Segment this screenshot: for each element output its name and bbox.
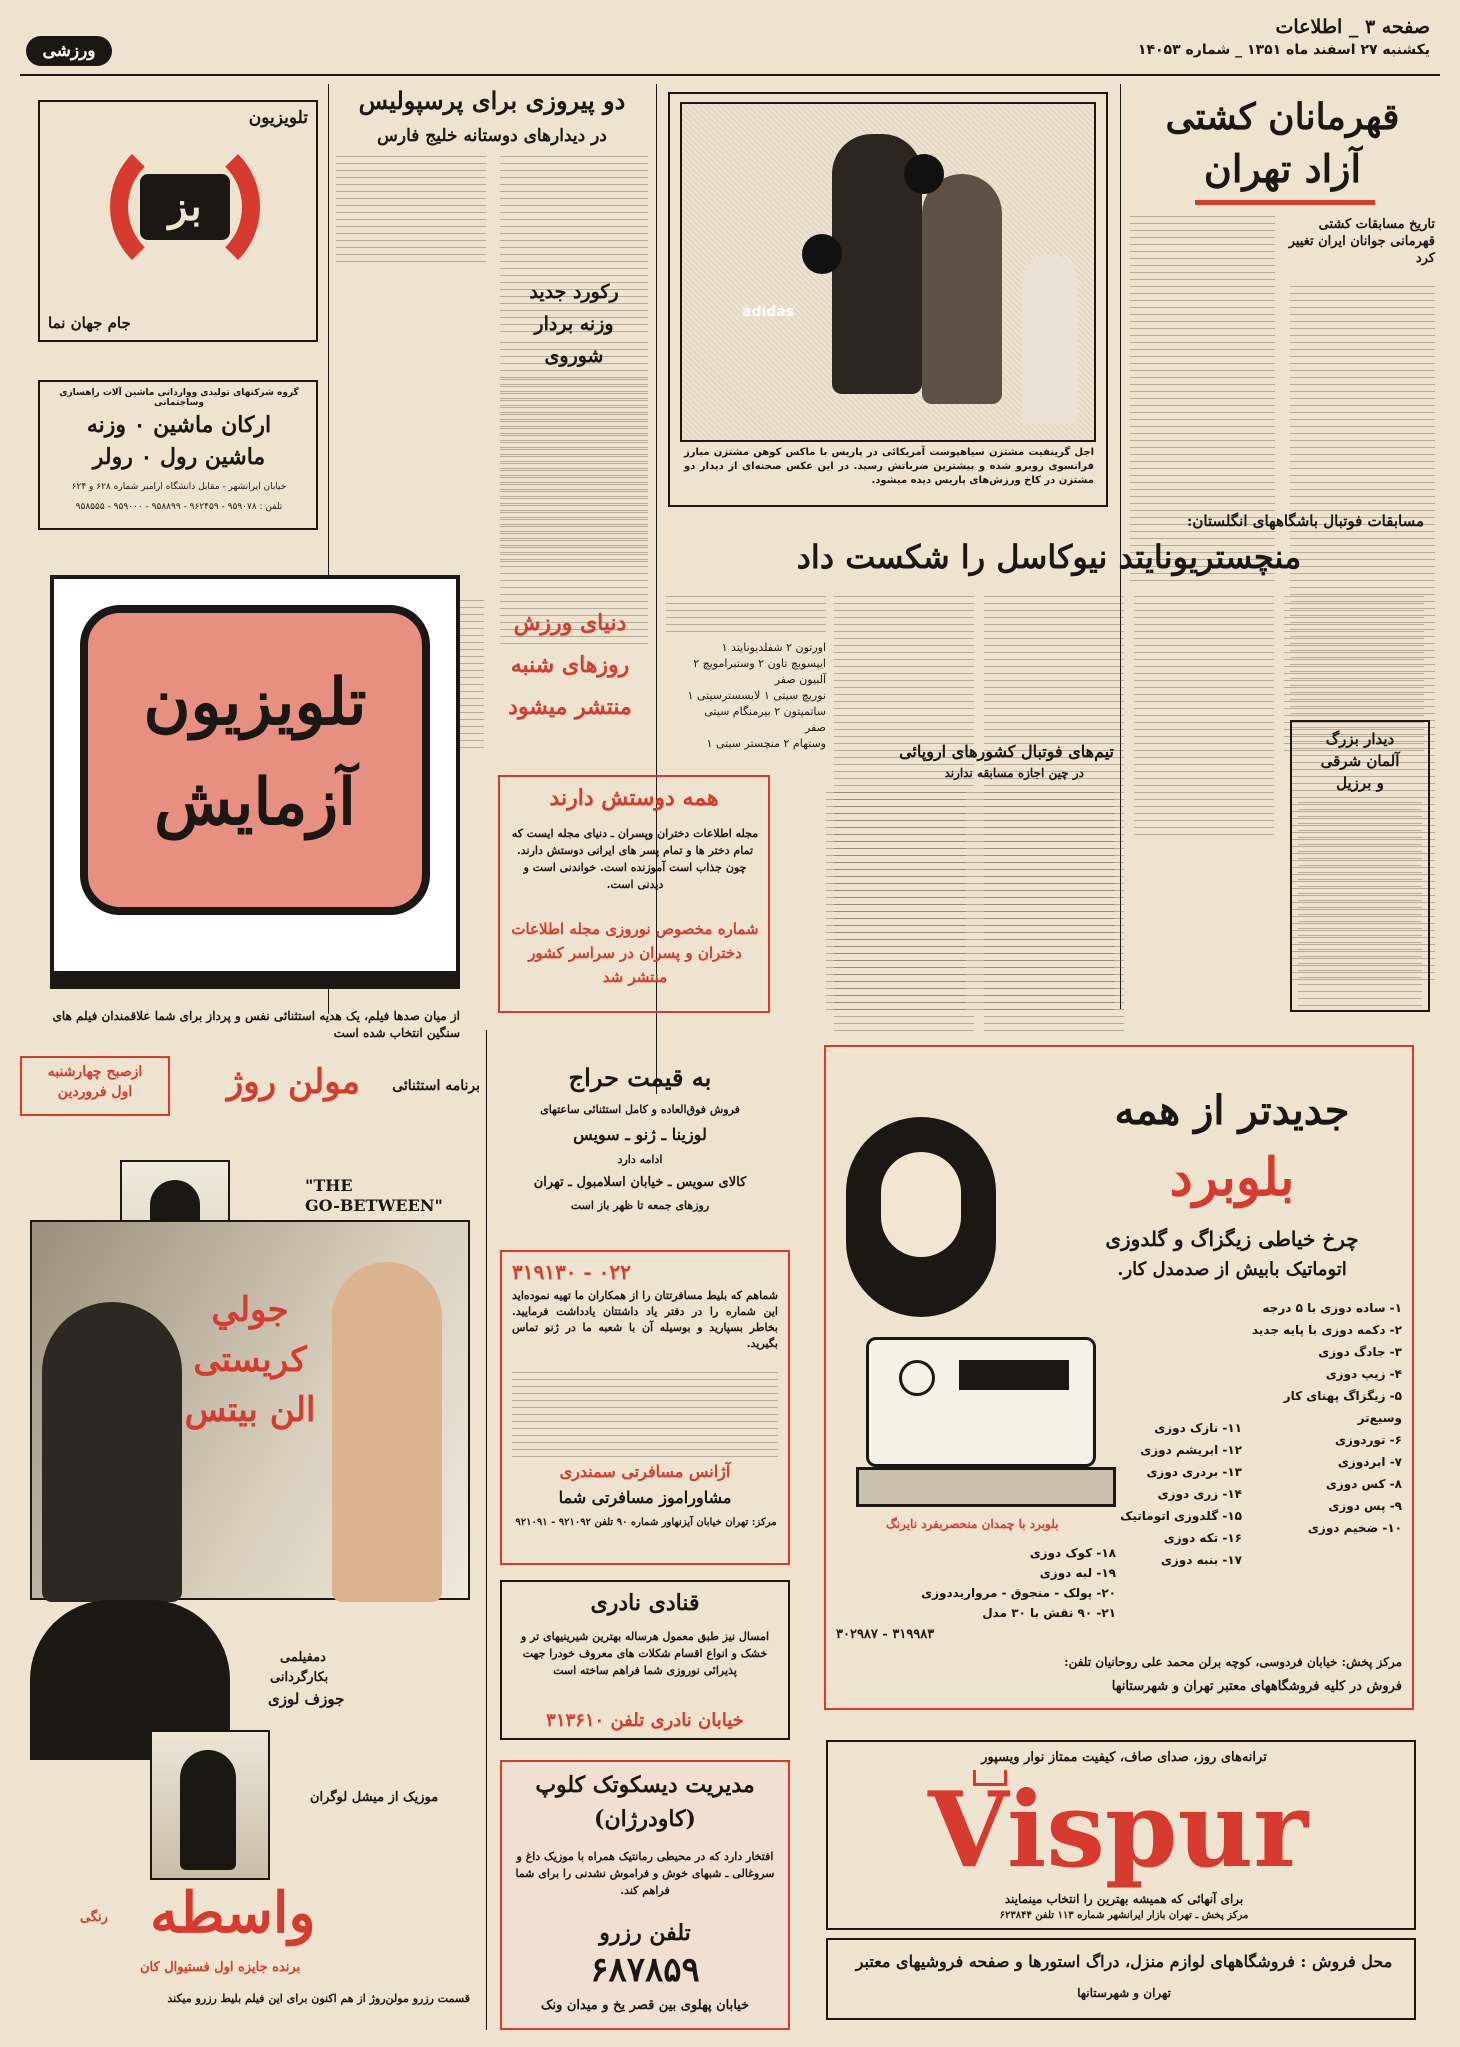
sewing-features-col-2	[1112, 1417, 1242, 1571]
issue-date: یکشنبه ۲۷ اسفند ماه ۱۳۵۱ _ شماره ۱۴۰۵۳	[1137, 42, 1430, 58]
wrestling-underline	[1195, 200, 1375, 205]
sport-world-line-1: دنیای ورزش	[513, 610, 627, 636]
vispur-footer	[826, 1938, 1416, 2020]
sweets-ad	[500, 1580, 790, 1740]
feature-item: ۱۳- بردری دوزی	[1146, 1465, 1242, 1479]
sewing-subtitle-2: اتوماتیک بابیش از صدمدل کار.	[1117, 1259, 1347, 1280]
header-rule	[20, 74, 1440, 76]
football-results	[666, 596, 826, 752]
crown-icon	[973, 1770, 1007, 1786]
film-credits-3: جوزف لوزی	[268, 1690, 345, 1708]
result-row: ایپسویچ تاون ۲ وستبرامویچ ۲	[693, 657, 826, 670]
tv-ad-brand: جام جهان نما	[48, 314, 131, 332]
disco-name: (کاودرژان)	[594, 1806, 696, 1832]
football-headline: منچستریونایتد نیوکاسل را شکست داد	[796, 538, 1302, 576]
auction-hours: روزهای جمعه تا ظهر باز است	[570, 1199, 710, 1212]
vispur-footer-2: تهران و شهرستانها	[1077, 1986, 1171, 2000]
machinery-line-2: ماشین رول ۰ رولر	[92, 444, 266, 470]
disco-ad	[500, 1760, 790, 2030]
result-row: وستهام ۲ منچستر سیتی ۱	[706, 737, 826, 750]
feature-item: ۱۵- گلدوزی اتوماتیک	[1120, 1509, 1242, 1523]
sweets-body: امسال نیز طبق معمول هرساله بهترین شیرینیهای تر و خشک و انواع اقسام شکلات های معروف خودرا جهت پذیرائی نوروزی شما فراهم ساخته است	[520, 1630, 770, 1677]
film-credits-2: بکارگردانی	[270, 1670, 329, 1685]
magazine-title: همه دوستش دارند	[549, 785, 719, 811]
weightlifting-title-2: وزنه بردار	[534, 313, 614, 335]
feature-item: ۳- جادگ دوزی	[1318, 1345, 1402, 1359]
disco-reserve: تلفن رزرو	[599, 1920, 691, 1946]
auction-brands: لوزینا ـ ژنو ـ سویس	[573, 1125, 707, 1144]
result-row: اورتون ۲ شفلدیونایتد ۱	[721, 641, 826, 654]
feature-item: ۹- پس دوزی	[1328, 1499, 1402, 1513]
machine-dial	[899, 1360, 935, 1396]
vispur-sub: برای آنهائی که همیشه بهترین را انتخاب مینمایند	[1004, 1892, 1244, 1906]
sport-world-notice	[490, 600, 650, 750]
sewing-distribution: مرکز پخش: خیابان فردوسی، کوچه برلن محمد علی روحانیان تلفن:	[1064, 1655, 1402, 1669]
auction-title: به قیمت حراج	[568, 1063, 712, 1092]
travel-body-extra	[512, 1372, 778, 1458]
boxer-figure	[922, 174, 1002, 404]
film-title-en-1: "THE	[305, 1176, 353, 1195]
moulin-badge-1: ازصبح چهارشنبه	[47, 1064, 143, 1080]
tv-show-caption: از میان صدها فیلم، یک هدیه استثنائی نفس و پرداز برای شما علاقمندان فیلم های سنگین انتخاب شده است	[52, 1009, 460, 1040]
results-intro	[666, 596, 826, 636]
boxing-glove-icon	[904, 154, 944, 194]
tv-show-ad	[40, 575, 460, 995]
sewing-subtitle-1: چرخ خیاطی زیگزاگ و گلدوزی	[1105, 1227, 1359, 1251]
sewing-features-col-3	[866, 1543, 1116, 1623]
auction-ad	[500, 1055, 780, 1245]
result-row: ساتمپتون ۲ بیرمنگام سیتی	[704, 705, 826, 718]
football-col-2	[1134, 596, 1274, 836]
feature-item: ۱۲- ابریشم دوزی	[1140, 1443, 1242, 1457]
feature-item: ۱۹- لبه دوزی	[1039, 1566, 1116, 1580]
film-star-3: الن بيتس	[184, 1390, 316, 1430]
film-star-2: كريستى	[193, 1340, 307, 1380]
feature-item: ۲- دکمه دوزی با پایه جدید	[1251, 1323, 1402, 1337]
sewing-phones: ۳۱۹۹۸۳ - ۳۰۲۹۸۷	[836, 1627, 935, 1642]
column-divider	[486, 1030, 487, 2030]
sweets-title: قنادی نادری	[590, 1590, 700, 1616]
disco-body: افتخار دارد که در محیطی رمانتیک همراه با موزیک داغ و سروغالی ـ شبهای خوش و فراموش نشدنی را برای شما فراهم کند.	[515, 1850, 775, 1897]
feature-item: ۸- کس دوزی	[1325, 1477, 1402, 1491]
auction-body-1: فروش فوق‌العاده و کامل استثنائی ساعتهای	[540, 1103, 740, 1116]
germany-title-2: آلمان شرقی	[1320, 752, 1400, 770]
result-row: آلبیون صفر	[774, 673, 826, 686]
film-title-en-2: GO-BETWEEN"	[305, 1196, 443, 1215]
boxing-glove-icon	[802, 234, 842, 274]
tv-screen	[80, 605, 430, 915]
tv-show-title-2: آزمایش	[154, 765, 356, 840]
feature-item: ۱۷- بنبه دوزی	[1160, 1553, 1242, 1567]
travel-agency-2: مشاوراموز مسافرتی شما	[558, 1488, 732, 1507]
film-star-1: جولي	[211, 1290, 289, 1330]
persepolis-body-left	[336, 156, 486, 268]
disco-phone: ۶۸۷۸۵۹	[590, 1950, 700, 1990]
woman-face	[881, 1152, 961, 1257]
sweets-phone: خیابان نادری تلفن ۳۱۳۶۱۰	[546, 1710, 744, 1731]
wrestling-subhead: تاریخ مسابقات کشتی قهرمانی جوانان ایران تغییر کرد	[1288, 217, 1435, 266]
sewing-brand: بلوبرد	[1169, 1147, 1295, 1208]
wrestling-title-1: قهرمانان کشتی	[1165, 96, 1400, 138]
euro-article	[824, 742, 1120, 1012]
tv-base	[50, 975, 460, 989]
vispur-logo: Vispur	[927, 1768, 1309, 1891]
sewing-sale: فروش در کلیه فروشگاههای معتبر تهران و شهرستانها	[1111, 1679, 1402, 1694]
auction-shop: کالای سویس ـ خیابان اسلامبول ـ تهران	[533, 1175, 747, 1190]
feature-item: ۲۱- ۹۰ نقش با ۳۰ مدل	[982, 1606, 1116, 1620]
film-ad	[20, 1140, 480, 2020]
vispur-ad	[826, 1740, 1416, 1930]
machinery-address: خیابان ایرانشهر - مقابل دانشگاه ارامبر شماره ۶۲۸ و ۶۲۴	[71, 482, 287, 492]
feature-item: ۱۰- ضخیم دوزی	[1307, 1521, 1402, 1535]
machinery-phone: تلفن : ۹۵۹۰۷۸ - ۹۶۲۴۵۹ - ۹۵۸۸۹۹ - ۹۵۹۰۰۰ - ۹۵۸۵۵۵	[75, 502, 283, 512]
moulin-rouge-header	[20, 1052, 480, 1142]
sewing-features-col-1	[1252, 1297, 1402, 1539]
feature-item: ۲۰- پولک - منجوق - مرواریددوزی	[921, 1586, 1116, 1600]
euro-subtitle: در چین اجازه مسابقه ندارند	[944, 766, 1084, 780]
travel-body: شماهم که بلیط مسافرتتان را از همکاران ما تهیه نموده‌اید این شماره را در دفتر یاد داشتتان یادداشت فرمایید. بخاطر بسپارید و بوسیله آن با شعبه ما در ژنو تماس بگیرید.	[512, 1289, 778, 1350]
sewing-headline: جدیدتر از همه	[1114, 1087, 1350, 1134]
feature-item: ۱۴- زری دوزی	[1157, 1487, 1242, 1501]
travel-address: مرکز: تهران خیابان آیزنهاور شماره ۹۰ تلفن ۹۲۱۰۹۲ - ۹۲۱۰۹۱	[515, 1517, 777, 1528]
magazine-special: شماره مخصوص نوروزی مجله اطلاعات دختران و پسران در سراسر کشور منتشر شد	[511, 920, 759, 986]
football-kicker: مسابقات فوتبال باشگاههای انگلستان:	[1186, 512, 1424, 530]
boxing-photo	[680, 102, 1096, 442]
tv-show-title-1: تلویزیون	[143, 665, 367, 740]
feature-item: ۱۶- تکه دوزی	[1163, 1531, 1242, 1545]
vispur-footer-1: محل فروش : فروشگاههای لوازم منزل، دراگ استورها و صفحه فروشیهای معتبر	[855, 1952, 1393, 1971]
machine-panel	[959, 1360, 1069, 1390]
sport-world-line-2: روزهای شنبه	[510, 652, 630, 678]
magazine-ad	[498, 775, 770, 1013]
result-row: صفر	[805, 721, 826, 734]
machinery-top: گروه شرکتهای تولیدی وواردانی ماشین آلات راهسازی وساختمانی	[59, 388, 299, 408]
germany-body	[1298, 802, 1422, 1006]
germany-title-1: دیدار بزرگ	[1325, 730, 1395, 748]
result-row: نوریچ سیتی ۱ لایسسترسیتی ۱	[687, 689, 826, 702]
moulin-name: مولن روژ	[226, 1062, 360, 1102]
film-name: واسطه	[150, 1880, 316, 1946]
sport-world-line-3: منتشر میشود	[508, 694, 632, 720]
magazine-body: مجله اطلاعات دختران وپسران ـ دنیای مجله ایست که تمام دختر ها و تمام پسر های ایرانی دوستش دارند. چون جذاب است آموزنده است. خواندنی است و دیدنی است.	[511, 827, 759, 891]
feature-item: ۶- توردوزی	[1335, 1433, 1402, 1447]
moulin-program: برنامه استثنائی	[392, 1078, 480, 1094]
feature-item: ۷- ابردوزی	[1337, 1455, 1402, 1469]
weightlifting-title-1: رکورد جدید	[529, 281, 619, 303]
persepolis-subtitle: در دیدارهای دوستانه خلیج فارس	[377, 126, 607, 146]
page-info: صفحه ۳ _ اطلاعات	[1275, 16, 1430, 38]
masthead	[20, 14, 1440, 74]
tv-ad-logo: بز	[140, 174, 230, 240]
euro-col-1	[974, 792, 1114, 1012]
sewing-ad	[824, 1045, 1414, 1710]
actor-figure	[42, 1302, 182, 1602]
persepolis-title: دو پیروزی برای پرسپولیس	[358, 86, 626, 115]
actress-figure	[332, 1262, 442, 1602]
feature-item: ۴- زیپ دوزی	[1325, 1367, 1402, 1381]
tv-brand-ad	[38, 100, 318, 342]
machinery-line-1: ارکان ماشین ۰ وزنه	[86, 412, 272, 438]
film-credits-1: دمفیلمی	[280, 1650, 326, 1665]
feature-item: ۵- زیگزاگ پهنای کار وسیع‌تر	[1283, 1389, 1402, 1425]
weightlifting-body	[500, 379, 648, 565]
euro-col-2	[826, 792, 966, 1012]
boxing-photo-frame	[668, 92, 1108, 507]
boxing-caption: اجل گرینفیت مشتزن سیاهپوست آمریکائی در پاریس با ماکس کوهن مشتزن مبارز فرانسوی روبرو شده و بیشترین ضرباتش رسید. در این عکس صحنه‌ای از دیدار دو مشتزن در کاخ ورزش‌های پاریس دیده میشود.	[684, 447, 1094, 486]
film-footer: قسمت رزرو مولن‌روژ از هم اکنون برای این فیلم بلیط رزرو میکند	[167, 1992, 470, 2005]
feature-item: ۱۱- نازک دوزی	[1154, 1421, 1242, 1435]
film-award: برنده جایزه اول فستیوال کان	[140, 1960, 301, 1975]
tv-ad-title: تلویزیون	[248, 108, 308, 128]
euro-title: تیم‌های فوتبال کشورهای اروپائی	[899, 742, 1114, 761]
film-color: رنگی	[80, 1910, 108, 1925]
sewing-case-note: بلوبرد با چمدان منحصربفرد نایرنگ	[886, 1517, 1059, 1531]
section-badge: ورزشی	[26, 36, 112, 66]
disco-title: مدیریت دیسکوتک کلوپ	[535, 1772, 755, 1798]
travel-ad	[500, 1250, 790, 1565]
machinery-ad	[38, 380, 318, 530]
feature-item: ۱- ساده دوزی با ۵ درجه	[1262, 1301, 1402, 1315]
sewing-machine-body	[866, 1337, 1096, 1467]
trunks-brand-text: adidas	[742, 304, 795, 320]
referee-figure	[1022, 254, 1078, 424]
auction-body-2: ادامه دارد	[617, 1153, 663, 1166]
machine-base	[856, 1467, 1116, 1507]
feature-item: ۱۸- کوک دوزی	[1029, 1546, 1116, 1560]
vispur-address: مرکز پخش ـ تهران بازار ایرانشهر شماره ۱۱۳ تلفن ۶۲۳۸۴۴	[999, 1910, 1249, 1921]
moulin-date-badge	[20, 1056, 170, 1116]
wrestling-title-2: آزاد تهران	[1203, 146, 1362, 191]
disco-address: خیابان پهلوی بین قصر یخ و میدان ونک	[540, 1998, 750, 2013]
travel-agency-1: آژانس مسافرتی سمندری	[559, 1462, 731, 1481]
moulin-badge-2: اول فروردین	[57, 1084, 133, 1100]
weightlifting-title-3: شوروی	[544, 345, 604, 367]
germany-title-3: و برزیل	[1336, 774, 1384, 792]
weightlifting-article	[500, 275, 648, 565]
soldier-figure	[180, 1750, 236, 1870]
vispur-top: ترانه‌های روز، صدای صاف، کیفیت ممتاز نوار ویسپور	[981, 1750, 1267, 1765]
travel-phone: ۳۱۹۱۳۰ - ۰۲۲	[512, 1260, 631, 1284]
germany-article	[1290, 720, 1430, 1012]
film-music: موزیک از میشل لوگران	[310, 1790, 439, 1805]
